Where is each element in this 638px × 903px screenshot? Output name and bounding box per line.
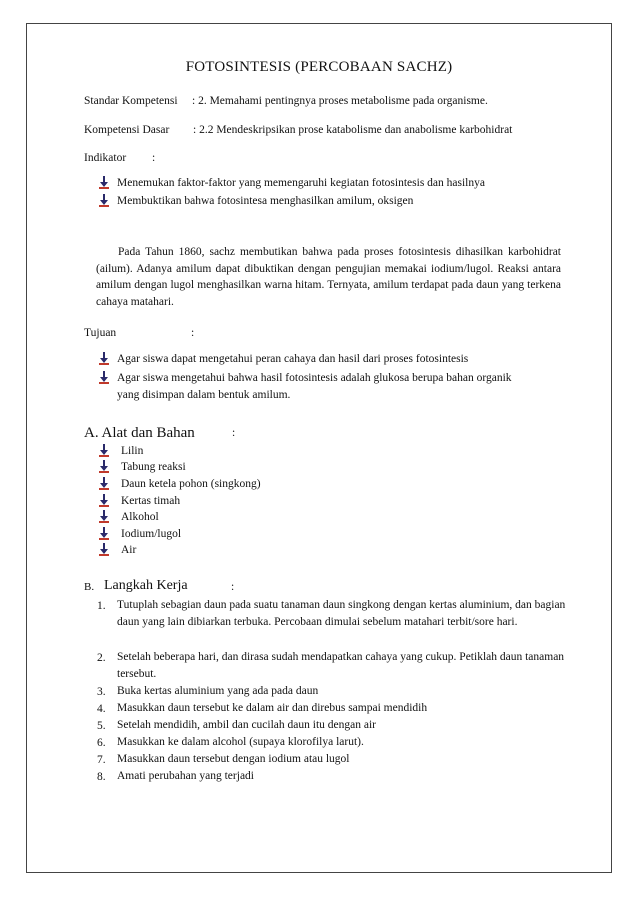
standar-value: : 2. Memahami pentingnya proses metabolisme pada organisme. [192,95,488,107]
step-text: Setelah mendidih, ambil dan cucilah daun itu dengan air [117,719,376,731]
langkah-colon: : [231,581,235,593]
page-title: FOTOSINTESIS (PERCOBAAN SACHZ) [185,59,453,75]
intro-paragraph [96,244,561,310]
tujuan-item: Agar siswa mengetahui bahwa hasil fotosintesis adalah glukosa berupa bahan organik [117,372,512,384]
indikator-label: Indikator [84,152,127,164]
langkah-heading: Langkah Kerja [104,578,188,593]
step-number: 7. [97,754,106,766]
intro-text: Pada Tahun 1860, sachz membutikan bahwa pada proses fotosintesis dihasilkan karbohidrat (ailum). Adanya amilum dapat dibuktikan dengan pengujian memakai iodium/lugol. Reaksi antara amilum dengan lugol menghasilkan warna hitam. Ternyata, amilum terdapat pada daun yang terkena cahaya matahari. [96,246,561,308]
step-number: 2. [97,652,106,664]
step-text: Setelah beberapa hari, dan dirasa sudah mendapatkan cahaya yang cukup. Petiklah daun tanaman tersebut. [117,651,565,680]
step-text: Buka kertas aluminium yang ada pada daun [117,685,319,697]
arrow-down-bullet-icon [97,443,111,457]
indikator-colon: : [152,152,156,164]
step-number: 8. [97,771,106,783]
arrow-down-bullet-icon [97,509,111,523]
alat-item: Lilin [121,445,144,457]
tujuan-colon: : [191,327,195,339]
step-text: Amati perubahan yang terjadi [117,770,254,782]
alat-item: Iodium/lugol [121,528,182,540]
alat-colon: : [232,427,236,439]
step-number: 3. [97,686,106,698]
arrow-down-bullet-icon [97,193,111,207]
arrow-down-bullet-icon [97,351,111,365]
tujuan-label: Tujuan [84,327,117,339]
step-text: Masukkan daun tersebut dengan iodium atau lugol [117,753,350,765]
kompetensi-label: Kompetensi Dasar [84,124,170,136]
step-number: 6. [97,737,106,749]
step-text: Tutuplah sebagian daun pada suatu tanaman daun singkong dengan kertas aluminium, dan bagian daun yang lain dibiarkan terbuka. Percobaan dimulai sebelum matahari terbit/sore hari. [117,599,566,628]
arrow-down-bullet-icon [97,175,111,189]
step-text: Masukkan daun tersebut ke dalam air dan direbus sampai mendidih [117,702,428,714]
alat-item: Kertas timah [121,495,181,507]
arrow-down-bullet-icon [97,526,111,540]
step-text: Masukkan ke dalam alcohol (supaya klorofilya larut). [117,736,364,748]
arrow-down-bullet-icon [97,459,111,473]
alat-item: Daun ketela pohon (singkong) [121,478,261,490]
langkah-prefix: B. [84,581,95,593]
indikator-item: Membuktikan bahwa fotosintesa menghasilkan amilum, oksigen [117,195,414,207]
alat-item: Air [121,544,137,556]
tujuan-item: Agar siswa dapat mengetahui peran cahaya dan hasil dari proses fotosintesis [117,353,469,365]
arrow-down-bullet-icon [97,493,111,507]
step-number: 5. [97,720,106,732]
arrow-down-bullet-icon [97,476,111,490]
kompetensi-value: : 2.2 Mendeskripsikan prose katabolisme dan anabolisme karbohidrat [193,124,513,136]
step-number: 1. [97,600,106,612]
step-number: 4. [97,703,106,715]
arrow-down-bullet-icon [97,370,111,384]
tujuan-item-continuation: yang disimpan dalam bentuk amilum. [117,389,291,401]
alat-item: Alkohol [121,511,159,523]
alat-item: Tabung reaksi [121,461,186,473]
arrow-down-bullet-icon [97,542,111,556]
alat-heading: A. Alat dan Bahan [84,425,195,441]
indikator-item: Menemukan faktor-faktor yang memengaruhi kegiatan fotosintesis dan hasilnya [117,177,485,189]
standar-label: Standar Kompetensi [84,95,178,107]
